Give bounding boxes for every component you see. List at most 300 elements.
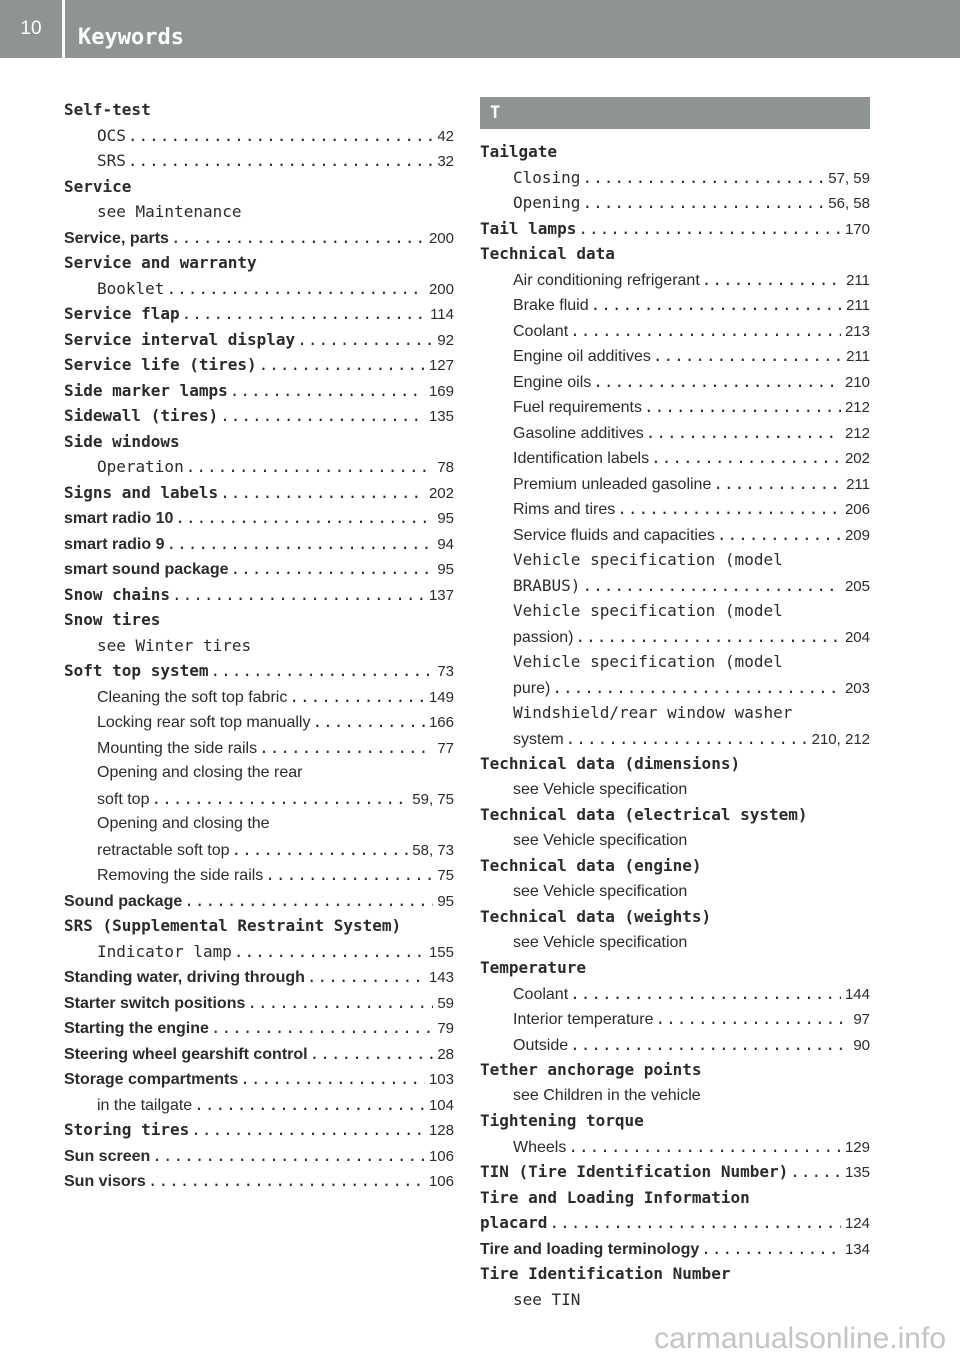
dot-leader (231, 556, 434, 582)
index-entry (64, 301, 454, 327)
entry-label: in the tailgate (97, 1096, 193, 1114)
entry-label: Service, parts (64, 229, 169, 247)
entry-label: Signs and labels (64, 482, 219, 502)
index-subentry (64, 811, 454, 837)
section-letter-bar: T (480, 97, 870, 129)
dot-leader (570, 1032, 849, 1058)
entry-label: system (513, 730, 564, 748)
index-subentry (64, 633, 454, 659)
entry-label: Opening (513, 193, 581, 212)
entry-label: Tire Identification Number (480, 1264, 731, 1283)
dot-leader (713, 471, 842, 497)
entry-label: Side windows (64, 431, 180, 451)
entry-label: Snow chains (64, 584, 170, 604)
page-reference[interactable]: 200 (428, 280, 454, 298)
dot-leader (265, 862, 433, 888)
index-subentry (480, 879, 870, 905)
dot-leader (656, 1006, 850, 1032)
dot-leader (128, 123, 433, 149)
index-entry (64, 505, 454, 531)
entry-label: Steering wheel gearshift control (64, 1045, 308, 1063)
index-subentry (480, 292, 870, 318)
entry-label: Technical data (480, 244, 615, 263)
dot-leader (148, 1168, 425, 1194)
entry-label: Service (64, 176, 132, 196)
index-subentry (480, 828, 870, 854)
dot-leader (617, 496, 841, 522)
index-entry (480, 1261, 870, 1287)
entry-label: Tire and Loading Information (480, 1187, 750, 1207)
page-reference[interactable]: 57, 59 (828, 169, 870, 187)
page-reference[interactable]: 210, 212 (811, 730, 870, 748)
page-reference[interactable]: 209 (844, 526, 870, 544)
dot-leader (566, 726, 808, 752)
page-reference[interactable]: 42 (437, 127, 454, 145)
entry-label: Service fluids and capacities (513, 526, 715, 544)
index-subentry (64, 862, 454, 888)
index-subentry (480, 522, 870, 548)
index-entry (64, 429, 454, 455)
dot-leader (182, 301, 426, 327)
page-reference[interactable]: 95 (437, 561, 454, 578)
entry-label: Vehicle specification (model (513, 652, 783, 671)
dot-leader (591, 292, 842, 318)
index-subentry (480, 573, 870, 599)
index-entry (64, 225, 454, 251)
index-subentry (480, 1083, 870, 1109)
dot-leader (312, 709, 425, 735)
page-reference[interactable]: 58, 73 (412, 841, 454, 859)
entry-label: pure) (513, 679, 551, 697)
dot-leader (234, 939, 425, 965)
index-subentry (480, 445, 870, 471)
dot-leader (247, 990, 433, 1016)
page-reference[interactable]: 129 (844, 1138, 870, 1156)
index-list-right (480, 139, 870, 1312)
dot-leader (211, 658, 434, 684)
index-entry (480, 1057, 870, 1083)
index-entry (480, 216, 870, 242)
index-entry (64, 352, 454, 378)
index-entry (64, 1041, 454, 1067)
watermark: carmanualsonline.info (654, 1322, 946, 1355)
index-subentry (64, 709, 454, 735)
dot-leader (578, 216, 841, 242)
index-entry (64, 556, 454, 582)
index-entry (480, 241, 870, 267)
dot-leader (289, 684, 425, 710)
entry-label: Storing tires (64, 1120, 190, 1139)
index-entry (64, 1117, 454, 1143)
index-entry (480, 1159, 870, 1185)
entry-label: Opening and closing the rear (97, 764, 303, 781)
page-reference[interactable]: 211 (846, 271, 870, 289)
entry-label: Service life (tires) (64, 355, 257, 374)
entry-label: Technical data (electrical system) (480, 805, 808, 824)
page-reference[interactable]: 78 (437, 459, 454, 476)
entry-label: see Vehicle specification (513, 780, 688, 798)
entry-label: Fuel requirements (513, 399, 642, 416)
index-subentry (64, 148, 454, 174)
dot-leader (220, 480, 425, 506)
index-subentry (480, 420, 870, 446)
page-reference[interactable]: 103 (428, 1071, 454, 1088)
dot-leader (259, 735, 433, 761)
page-reference[interactable]: 202 (844, 450, 870, 467)
page-reference[interactable]: 149 (428, 688, 454, 706)
index-entry (480, 751, 870, 777)
index-subentry (480, 726, 870, 752)
index-subentry (480, 547, 870, 573)
entry-label: see TIN (513, 1289, 581, 1309)
dot-leader (651, 445, 841, 471)
page-reference[interactable]: 210 (844, 373, 870, 391)
page-reference[interactable]: 94 (437, 535, 454, 553)
index-subentry (64, 199, 454, 225)
page-reference[interactable]: 92 (437, 331, 454, 349)
page-reference[interactable]: 32 (437, 153, 454, 170)
index-subentry (480, 598, 870, 624)
entry-label: Technical data (weights) (480, 907, 712, 926)
entry-label: Closing (513, 167, 581, 187)
page-reference[interactable]: 135 (844, 1164, 870, 1181)
index-subentry (480, 777, 870, 803)
index-entry (64, 378, 454, 404)
dot-leader (184, 888, 433, 914)
index-entry (64, 990, 454, 1016)
dot-leader (552, 675, 841, 701)
entry-label: Booklet (97, 278, 165, 298)
dot-leader (166, 276, 425, 302)
entry-label: Service interval display (64, 329, 296, 349)
entry-label: Starting the engine (64, 1020, 209, 1037)
index-entry (480, 1108, 870, 1134)
entry-label: Premium unleaded gasoline (513, 475, 712, 493)
page-reference[interactable]: 135 (428, 408, 454, 425)
page-reference[interactable]: 205 (844, 577, 870, 595)
page-reference[interactable]: 211 (846, 348, 870, 365)
page-reference[interactable]: 95 (437, 892, 454, 910)
dot-leader (575, 624, 840, 650)
index-column-left (64, 97, 454, 1194)
page-reference[interactable]: 143 (428, 969, 454, 986)
entry-label: Locking rear soft top manually (97, 714, 311, 731)
page-reference[interactable]: 106 (428, 1173, 454, 1190)
index-entry (64, 327, 454, 353)
entry-label: see Maintenance (97, 202, 242, 221)
entry-label: Gasoline additives (513, 424, 644, 442)
dot-leader (310, 1041, 434, 1067)
dot-leader (570, 981, 841, 1007)
entry-label: Cleaning the soft top fabric (97, 688, 288, 706)
page-reference[interactable]: 206 (844, 501, 870, 518)
page-reference[interactable]: 56, 58 (828, 195, 870, 212)
entry-label: Mounting the side rails (97, 739, 258, 757)
entry-label: Wheels (513, 1138, 567, 1156)
page-reference[interactable]: 144 (844, 985, 870, 1003)
dot-leader (151, 786, 408, 812)
index-subentry (480, 675, 870, 701)
index-subentry (480, 190, 870, 216)
dot-leader (230, 378, 425, 404)
entry-label: Operation (97, 457, 184, 476)
entry-label: Standing water, driving through (64, 969, 305, 986)
index-entry (64, 1143, 454, 1169)
index-entry (64, 97, 454, 123)
entry-label: Opening and closing the (97, 815, 270, 832)
dot-leader (582, 190, 824, 216)
entry-label: Tail lamps (480, 218, 577, 238)
index-subentry (480, 649, 870, 675)
index-entry (480, 802, 870, 828)
dot-leader (653, 343, 842, 369)
dot-leader (644, 394, 841, 420)
index-subentry (64, 276, 454, 302)
dot-leader (297, 327, 433, 353)
entry-label: retractable soft top (97, 841, 230, 859)
dot-leader (259, 352, 425, 378)
index-subentry (480, 1287, 870, 1313)
entry-label: Soft top system (64, 661, 209, 680)
page-reference[interactable]: 212 (844, 399, 870, 416)
dot-leader (171, 225, 425, 251)
page-reference[interactable]: 155 (428, 943, 454, 961)
page-reference[interactable]: 106 (428, 1147, 454, 1165)
entry-label: Removing the side rails (97, 867, 264, 884)
entry-label: Brake fluid (513, 297, 589, 314)
dot-leader (646, 420, 841, 446)
index-subentry (64, 1092, 454, 1118)
dot-leader (166, 531, 433, 557)
dot-leader (172, 582, 425, 608)
dot-leader (175, 505, 433, 531)
dot-leader (568, 1134, 841, 1160)
index-entry (64, 1168, 454, 1194)
page-reference[interactable]: 59, 75 (412, 790, 454, 808)
entry-label: Vehicle specification (model (513, 550, 783, 569)
entry-label: Indicator lamp (97, 941, 232, 961)
index-entry (480, 1236, 870, 1262)
entry-label: BRABUS) (513, 575, 581, 595)
dot-leader (549, 1210, 841, 1236)
index-entry (64, 888, 454, 914)
entry-label: Storage compartments (64, 1071, 239, 1088)
index-entry (64, 1066, 454, 1092)
index-subentry (64, 786, 454, 812)
dot-leader (186, 454, 434, 480)
index-entry (64, 964, 454, 990)
index-entry (64, 1015, 454, 1041)
entry-label: Outside (513, 1036, 569, 1054)
index-subentry (480, 1032, 870, 1058)
entry-label: see Vehicle specification (513, 933, 688, 951)
entry-label: Windshield/rear window washer (513, 703, 793, 722)
page-reference[interactable]: 213 (844, 322, 870, 340)
dot-leader (211, 1015, 433, 1041)
page-reference[interactable]: 77 (437, 739, 454, 757)
entry-label: Tightening torque (480, 1111, 644, 1130)
page-reference[interactable]: 90 (853, 1036, 870, 1054)
index-entry (64, 582, 454, 608)
entry-label: Interior temperature (513, 1011, 654, 1028)
dot-leader (702, 267, 842, 293)
index-entry (64, 250, 454, 276)
index-entry (64, 480, 454, 506)
page-reference[interactable]: 137 (428, 586, 454, 604)
index-entry (480, 139, 870, 165)
page-reference[interactable]: 203 (844, 679, 870, 697)
index-entry (480, 1185, 870, 1211)
entry-label: Coolant (513, 985, 569, 1003)
entry-label: passion) (513, 628, 574, 646)
index-subentry (64, 760, 454, 786)
index-entry (64, 531, 454, 557)
page-reference[interactable]: 59 (437, 994, 454, 1012)
entry-label: OCS (97, 125, 126, 145)
entry-label: TIN (Tire Identification Number) (480, 1162, 789, 1181)
entry-label: Temperature (480, 958, 586, 977)
index-entry (480, 853, 870, 879)
page-reference[interactable]: 211 (846, 297, 870, 314)
index-subentry (480, 981, 870, 1007)
index-entry (64, 913, 454, 939)
dot-leader (152, 1143, 425, 1169)
index-subentry (480, 700, 870, 726)
dot-leader (593, 369, 841, 395)
index-entry (480, 955, 870, 981)
index-subentry (480, 318, 870, 344)
index-subentry (64, 684, 454, 710)
page-reference[interactable]: 211 (846, 475, 870, 493)
dot-leader (128, 148, 433, 174)
page-reference[interactable]: 169 (428, 382, 454, 400)
dot-leader (582, 165, 824, 191)
index-entry (64, 174, 454, 200)
entry-label: Technical data (engine) (480, 856, 702, 875)
entry-label: Engine oil additives (513, 348, 651, 365)
entry-label: Tailgate (480, 142, 558, 161)
index-column-right (480, 97, 870, 1312)
index-subentry (480, 343, 870, 369)
dot-leader (220, 403, 425, 429)
dot-leader (570, 318, 841, 344)
entry-label: Service flap (64, 304, 180, 323)
entry-label: Snow tires (64, 610, 161, 629)
entry-label: Sound package (64, 892, 183, 910)
entry-label: Starter switch positions (64, 994, 246, 1012)
entry-label: Air conditioning refrigerant (513, 271, 700, 289)
index-subentry (480, 624, 870, 650)
dot-leader (582, 573, 841, 599)
page-reference[interactable]: 166 (428, 714, 454, 731)
page-reference[interactable]: 104 (428, 1096, 454, 1114)
entry-label: smart radio 9 (64, 535, 165, 553)
dot-leader (194, 1092, 425, 1118)
entry-label: Vehicle specification (model (513, 601, 783, 620)
dot-leader (701, 1236, 841, 1262)
index-subentry (64, 735, 454, 761)
entry-label: Rims and tires (513, 501, 616, 518)
page-reference[interactable]: 170 (844, 220, 870, 238)
page-reference[interactable]: 114 (430, 306, 454, 323)
page-reference[interactable]: 28 (437, 1045, 454, 1063)
entry-label: Sun screen (64, 1147, 151, 1165)
page-reference[interactable]: 134 (844, 1240, 870, 1258)
dot-leader (790, 1159, 841, 1185)
entry-label: Coolant (513, 322, 569, 340)
entry-label: smart sound package (64, 561, 229, 578)
index-entry (480, 1210, 870, 1236)
entry-label: Sun visors (64, 1173, 146, 1190)
index-subentry (480, 496, 870, 522)
index-entry (64, 403, 454, 429)
page-number: 10 (20, 18, 42, 39)
page-header (0, 0, 960, 58)
index-subentry (64, 939, 454, 965)
page-reference[interactable]: 128 (428, 1122, 454, 1139)
page-reference[interactable]: 79 (437, 1020, 454, 1037)
entry-label: SRS (Supplemental Restraint System) (64, 916, 402, 935)
index-subentry (480, 369, 870, 395)
index-subentry (480, 267, 870, 293)
entry-label: Tether anchorage points (480, 1060, 702, 1079)
entry-label: soft top (97, 790, 150, 808)
page-reference[interactable]: 73 (437, 663, 454, 680)
page-reference[interactable]: 75 (437, 867, 454, 884)
page-reference[interactable]: 127 (428, 357, 454, 374)
index-entry (480, 904, 870, 930)
entry-label: Service and warranty (64, 253, 257, 272)
page-reference[interactable]: 200 (428, 229, 454, 247)
index-entry (64, 658, 454, 684)
index-subentry (64, 123, 454, 149)
index-subentry (480, 471, 870, 497)
page-reference[interactable]: 204 (844, 628, 870, 646)
index-subentry (480, 930, 870, 956)
dot-leader (307, 964, 425, 990)
dot-leader (717, 522, 841, 548)
entry-label: see Vehicle specification (513, 882, 688, 900)
entry-label: Self-test (64, 100, 151, 119)
entry-label: SRS (97, 151, 126, 170)
header-divider (62, 0, 65, 58)
entry-label: Engine oils (513, 373, 592, 391)
dot-leader (232, 837, 409, 863)
index-subentry (480, 1134, 870, 1160)
entry-label: Side marker lamps (64, 380, 228, 400)
index-subentry (480, 1006, 870, 1032)
index-subentry (480, 165, 870, 191)
entry-label: see Children in the vehicle (513, 1086, 701, 1104)
entry-label: Technical data (dimensions) (480, 754, 741, 773)
entry-label: Sidewall (tires) (64, 406, 219, 425)
index-subentry (64, 837, 454, 863)
page-reference[interactable]: 97 (853, 1011, 870, 1028)
page-reference[interactable]: 124 (844, 1215, 870, 1232)
entry-label: see Vehicle specification (513, 831, 688, 849)
entry-label: smart radio 10 (64, 510, 174, 527)
page-reference[interactable]: 202 (428, 484, 454, 502)
entry-label: see Winter tires (97, 635, 252, 655)
index-entry (64, 607, 454, 633)
dot-leader (191, 1117, 425, 1143)
page-reference[interactable]: 212 (844, 424, 870, 442)
index-subentry (480, 394, 870, 420)
entry-label: placard (480, 1213, 548, 1232)
index-subentry (64, 454, 454, 480)
entry-label: Identification labels (513, 450, 650, 467)
page-reference[interactable]: 95 (437, 510, 454, 527)
